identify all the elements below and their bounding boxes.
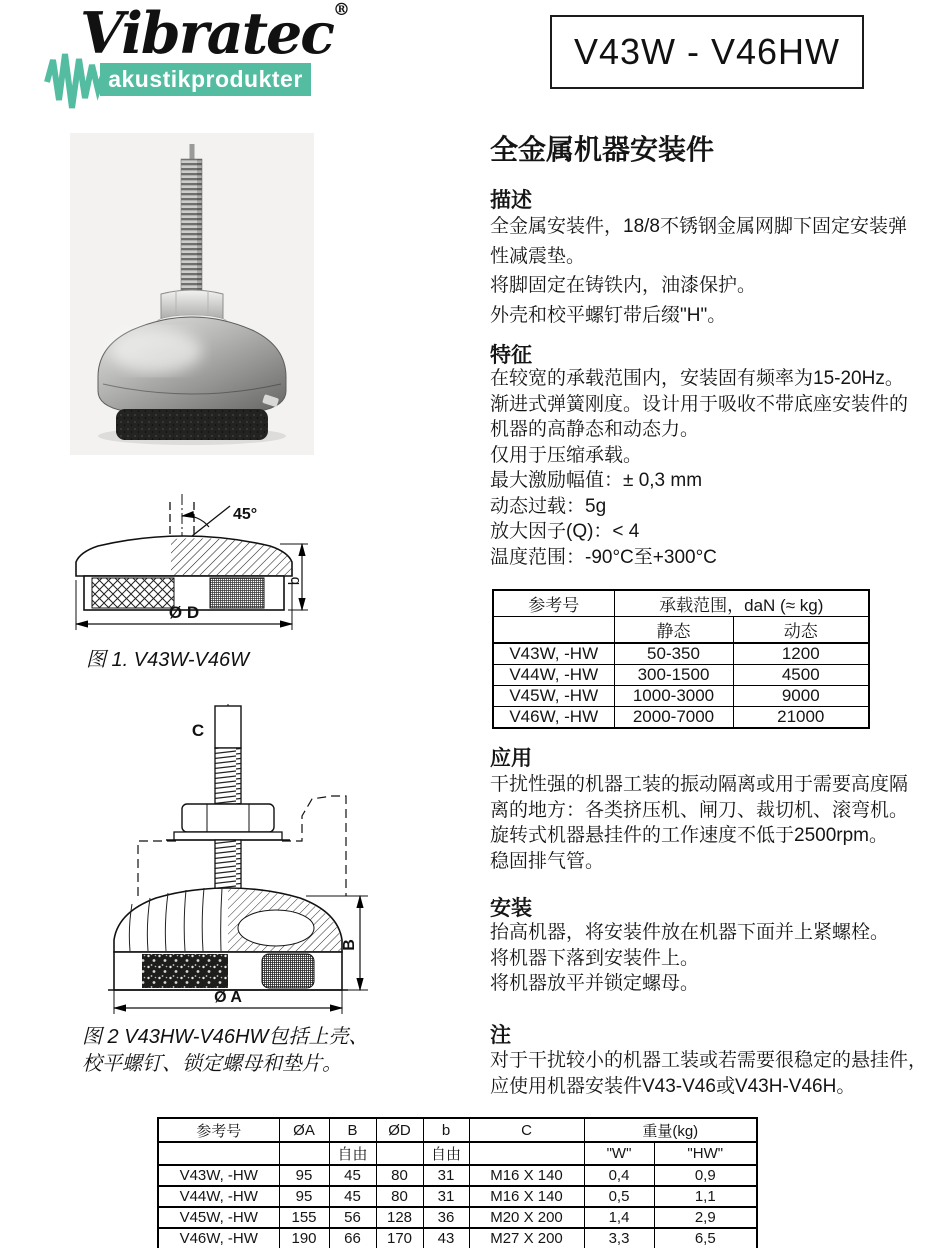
cell-bl: 43 [423,1228,469,1248]
cell-static: 50-350 [614,643,733,665]
cell-bl: 36 [423,1207,469,1228]
figure1-caption: 图 1. V43W-V46W [86,649,250,671]
dim-col-b-upper: B [329,1118,376,1142]
load-col-static: 静态 [614,617,733,644]
dim-sub-empty [158,1142,279,1165]
product-photo [70,133,314,455]
table-row [158,1228,757,1248]
cell-hw: 6,5 [654,1228,757,1248]
logo-tagline: akustikprodukter [108,66,303,92]
cell-b: 45 [329,1165,376,1186]
dim-col-c: C [469,1118,584,1142]
features-line: 最大激励幅值：± 0,3 mm [490,470,703,491]
cell-bl: 31 [423,1165,469,1186]
cell-ref: V46W, -HW [493,707,614,729]
installation-line: 将机器下落到安装件上。 [490,947,700,969]
cell-dynamic: 4500 [733,665,869,686]
cell-dd: 80 [376,1165,423,1186]
application-line: 干扰性强的机器工装的振动隔离或用于需要高度隔 [490,774,909,795]
cell-ref: V43W, -HW [493,643,614,665]
note-line: 应使用机器安装件V43-V46或V43H-V46H。 [490,1075,856,1097]
figure2-caption-line2: 校平螺钉、锁定螺母和垫片。 [82,1053,342,1075]
load-capacity-table [492,589,870,729]
figure1-drawing [68,486,312,638]
features-line: 渐进式弹簧刚度。设计用于吸收不带底座安装件的 [490,393,909,415]
section-heading-application: 应用 [490,747,532,770]
load-col-dynamic: 动态 [733,617,869,644]
fig2-height-label: B [341,939,358,951]
cell-ref: V44W, -HW [493,665,614,686]
load-col-empty [493,617,614,644]
section-heading-note: 注 [490,1024,511,1047]
table-row [158,1165,757,1186]
cell-w: 0,4 [584,1165,654,1186]
cell-hw: 2,9 [654,1207,757,1228]
description-line: 全金属安装件，18/8不锈钢金属网脚下固定安装弹 [490,216,907,237]
table-row [493,707,869,729]
cell-c: M16 X 140 [469,1165,584,1186]
application-line: 稳固排气管。 [490,850,605,872]
product-range-box [550,15,864,89]
cell-w: 0,5 [584,1186,654,1207]
cell-da: 95 [279,1165,329,1186]
cell-c: M20 X 200 [469,1207,584,1228]
features-text [490,366,908,570]
installation-line: 将机器放平并锁定螺母。 [490,973,700,994]
table-row [493,665,869,686]
application-line: 离的地方：各类挤压机、闸刀、裁切机、滚弯机。 [490,799,909,821]
cell-hw: 0,9 [654,1165,757,1186]
description-text [490,212,907,330]
cell-ref: V45W, -HW [493,686,614,707]
cell-ref: V45W, -HW [158,1207,279,1228]
dim-sub-b-free: 自由 [329,1142,376,1165]
dim-sub-empty [469,1142,584,1165]
cell-dd: 170 [376,1228,423,1248]
cell-da: 95 [279,1186,329,1207]
fig2-c-label: C [191,721,205,740]
cell-c: M27 X 200 [469,1228,584,1248]
features-line: 机器的高静态和动态力。 [490,419,700,440]
table-row [493,686,869,707]
cell-b: 45 [329,1186,376,1207]
cell-w: 1,4 [584,1207,654,1228]
product-range: V43W - V46HW [573,31,841,72]
fig2-diameter-label: Ø A [214,989,242,1006]
cell-c: M16 X 140 [469,1186,584,1207]
note-text [490,1048,927,1099]
cell-da: 155 [279,1207,329,1228]
dim-col-ref: 参考号 [158,1118,279,1142]
application-text [490,772,908,874]
features-line: 仅用于压缩承载。 [490,444,643,466]
features-line: 放大因子(Q)：< 4 [490,521,640,542]
figure2-caption [82,1024,368,1078]
dim-sub-b-lower-free: 自由 [423,1142,469,1165]
load-col-ref: 参考号 [493,590,614,617]
table-row [158,1207,757,1228]
cell-hw: 1,1 [654,1186,757,1207]
cell-dynamic: 21000 [733,707,869,729]
logo-banner [100,63,311,96]
dim-col-da: ØA [279,1118,329,1142]
cell-b: 66 [329,1228,376,1248]
features-line: 在较宽的承载范围内，安装固有频率为15-20Hz。 [490,368,904,389]
fig1-height-label: b [286,576,303,586]
section-heading-installation: 安装 [490,897,532,920]
page-title: 全金属机器安装件 [490,134,715,165]
description-line: 将脚固定在铸铁内，油漆保护。 [490,275,757,296]
cell-static: 2000-7000 [614,707,733,729]
cell-ref: V44W, -HW [158,1186,279,1207]
installation-line: 抬高机器，将安装件放在机器下面并上紧螺栓。 [490,922,890,943]
dim-col-dd: ØD [376,1118,423,1142]
table-row [493,643,869,665]
features-line: 动态过载：5g [490,495,607,517]
table-row [158,1186,757,1207]
description-line: 性减震垫。 [490,245,586,267]
dim-col-b-lower: b [423,1118,469,1142]
installation-text [490,920,889,997]
features-line: 温度范围：-90°C至+300°C [490,546,717,568]
figure2-caption-line1: 图 2 V43HW-V46HW包括上壳、 [82,1026,369,1048]
brand-name: Vibratec® [80,0,350,67]
application-line: 旋转式机器悬挂件的工作速度不低于2500rpm。 [490,825,888,846]
dim-sub-hw: "HW" [654,1142,757,1165]
cell-dd: 128 [376,1207,423,1228]
cell-dynamic: 1200 [733,643,869,665]
cell-bl: 31 [423,1186,469,1207]
figure2-drawing [80,700,372,1020]
section-heading-features: 特征 [490,344,532,367]
dim-sub-w: "W" [584,1142,654,1165]
cell-static: 1000-3000 [614,686,733,707]
dim-sub-empty [279,1142,329,1165]
dimensions-table [157,1117,758,1248]
cell-da: 190 [279,1228,329,1248]
cell-w: 3,3 [584,1228,654,1248]
dim-sub-empty [376,1142,423,1165]
section-heading-description: 描述 [490,189,532,212]
cell-ref: V46W, -HW [158,1228,279,1248]
note-line: 对于干扰较小的机器工装或若需要很稳定的悬挂件， [490,1050,928,1071]
registered-mark: ® [333,0,350,20]
cell-b: 56 [329,1207,376,1228]
cell-ref: V43W, -HW [158,1165,279,1186]
cell-static: 300-1500 [614,665,733,686]
fig1-diameter-label: Ø D [168,603,200,622]
load-col-range: 承载范围，daN (≈ kg) [614,590,869,617]
cell-dd: 80 [376,1186,423,1207]
cell-dynamic: 9000 [733,686,869,707]
dim-col-weight: 重量(kg) [584,1118,757,1142]
fig1-angle-label: 45° [233,506,258,523]
description-line: 外壳和校平螺钉带后缀"H"。 [490,304,727,326]
